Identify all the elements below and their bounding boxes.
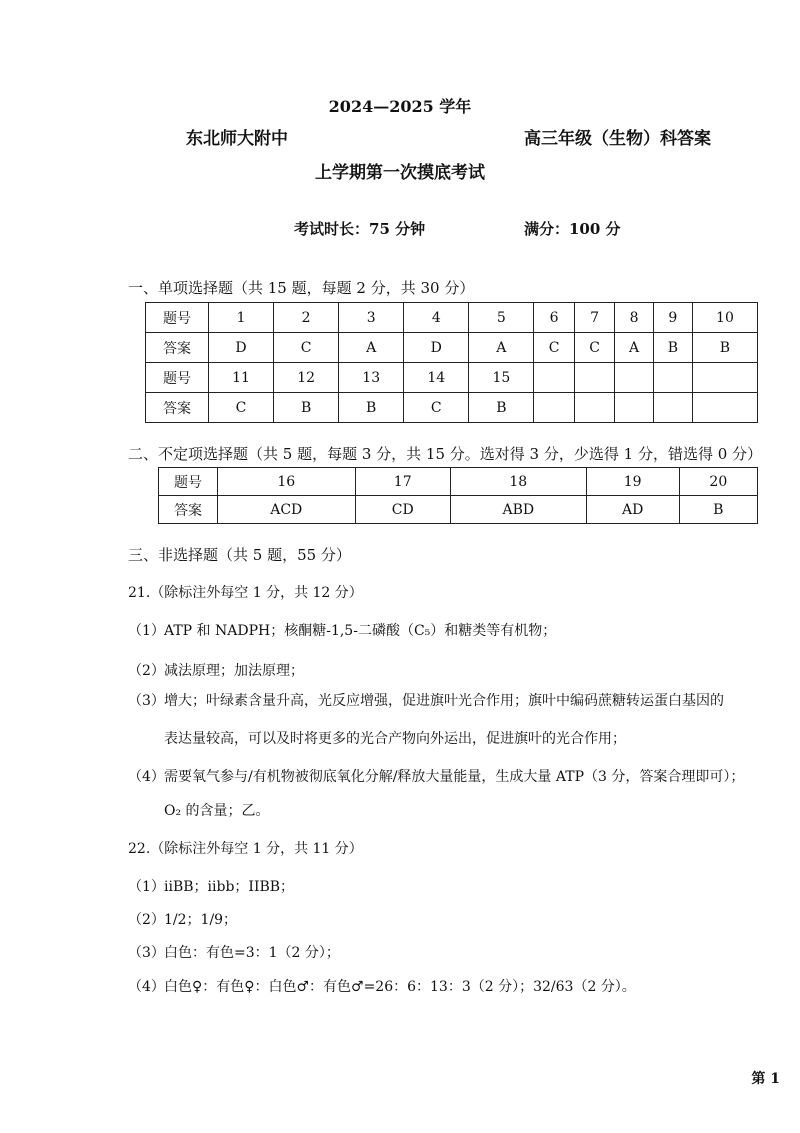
table-row xyxy=(159,468,758,496)
row-label-answer: 答案 xyxy=(159,496,218,524)
list-item xyxy=(128,660,304,680)
question-number-cell: 2 xyxy=(274,303,339,333)
answer-cell: ACD xyxy=(218,496,356,524)
answer-cell: B xyxy=(274,393,339,423)
multi-choice-answer-table xyxy=(158,467,758,524)
answer-cell xyxy=(615,393,653,423)
table-row xyxy=(146,303,758,333)
item-number: （4） xyxy=(128,979,165,995)
question-number-cell: 3 xyxy=(339,303,404,333)
question-number-cell: 15 xyxy=(469,363,534,393)
answer-cell: A xyxy=(339,333,404,363)
question-number-cell: 12 xyxy=(274,363,339,393)
question-number-cell: 16 xyxy=(218,468,356,496)
table-row xyxy=(146,393,758,423)
answer-cell: B xyxy=(692,333,757,363)
item-number: （4） xyxy=(128,769,165,785)
row-label-question: 题号 xyxy=(159,468,218,496)
question-number-cell: 10 xyxy=(692,303,757,333)
question-number-cell xyxy=(615,363,653,393)
item-text: ATP 和 NADPH；核酮糖-1,5-二磷酸（C₅）和糖类等有机物； xyxy=(164,623,557,639)
question-number-cell: 4 xyxy=(404,303,469,333)
question-number-cell xyxy=(653,363,692,393)
answer-cell xyxy=(534,393,575,423)
question-number-cell: 1 xyxy=(209,303,274,333)
answer-cell: C xyxy=(209,393,274,423)
item-text: 1/2；1/9； xyxy=(164,912,238,928)
exam-name: 上学期第一次摸底考试 xyxy=(315,163,485,183)
table-row xyxy=(146,333,758,363)
item-text: 白色♀：有色♀：白色♂：有色♂=26：6：13：3（2 分）；32/63（2 分）。 xyxy=(164,979,636,995)
question-number-cell: 13 xyxy=(339,363,404,393)
item-number: （1） xyxy=(128,623,165,639)
question-number-cell: 9 xyxy=(653,303,692,333)
list-item xyxy=(128,976,636,996)
row-label-question: 题号 xyxy=(146,363,209,393)
question-number-cell: 14 xyxy=(404,363,469,393)
answer-cell: B xyxy=(339,393,404,423)
item-number: （3） xyxy=(128,945,165,961)
answer-cell: C xyxy=(274,333,339,363)
list-item xyxy=(128,766,744,786)
section3-title: 三、非选择题（共 5 题，55 分） xyxy=(128,546,351,564)
item-text: 减法原理；加法原理； xyxy=(164,663,304,679)
item-text: 需要氧气参与/有机物被彻底氧化分解/释放大量能量，生成大量 ATP（3 分，答案合理即可）； xyxy=(164,769,745,785)
question-number-cell: 6 xyxy=(534,303,575,333)
table-row xyxy=(159,496,758,524)
year-title: 2024—2025 学年 xyxy=(328,97,472,116)
list-item xyxy=(128,876,294,896)
full-mark: 满分：100 分 xyxy=(524,220,621,238)
list-item xyxy=(128,942,340,962)
question-number-cell: 19 xyxy=(586,468,679,496)
answer-cell xyxy=(692,393,757,423)
list-item xyxy=(128,620,556,640)
item-number: （2） xyxy=(128,663,165,679)
question-number-cell: 8 xyxy=(615,303,653,333)
item-number: （2） xyxy=(128,912,165,928)
subject-title: 高三年级（生物）科答案 xyxy=(524,129,711,149)
item-continuation: O₂ 的含量；乙。 xyxy=(164,803,270,819)
table-row xyxy=(146,363,758,393)
answer-cell xyxy=(653,393,692,423)
question-number-cell: 20 xyxy=(679,468,757,496)
answer-cell: B xyxy=(653,333,692,363)
row-label-answer: 答案 xyxy=(146,333,209,363)
answer-cell: D xyxy=(404,333,469,363)
list-item xyxy=(128,690,724,710)
answer-cell: ABD xyxy=(450,496,586,524)
item-continuation: 表达量较高，可以及时将更多的光合产物向外运出，促进旗叶的光合作用； xyxy=(164,731,626,747)
item-text: 白色：有色=3：1（2 分）； xyxy=(164,945,340,961)
item-text: 增大；叶绿素含量升高，光反应增强，促进旗叶光合作用；旗叶中编码蔗糖转运蛋白基因的 xyxy=(164,693,724,709)
question-21-title: 21.（除标注外每空 1 分，共 12 分） xyxy=(128,585,363,601)
school-name: 东北师大附中 xyxy=(186,129,288,149)
question-number-cell: 17 xyxy=(355,468,450,496)
item-text: iiBB；iibb；IIBB； xyxy=(164,879,295,895)
answer-cell: C xyxy=(534,333,575,363)
item-number: （1） xyxy=(128,879,165,895)
question-number-cell: 7 xyxy=(574,303,615,333)
page-number: 第 1 xyxy=(751,1071,780,1087)
list-item xyxy=(128,909,237,929)
answer-cell: CD xyxy=(355,496,450,524)
answer-cell: C xyxy=(574,333,615,363)
row-label-question: 题号 xyxy=(146,303,209,333)
single-choice-answer-table xyxy=(145,302,758,423)
question-number-cell xyxy=(534,363,575,393)
section1-title: 一、单项选择题（共 15 题，每题 2 分，共 30 分） xyxy=(128,279,475,297)
question-number-cell xyxy=(692,363,757,393)
question-number-cell: 11 xyxy=(209,363,274,393)
item-number: （3） xyxy=(128,693,165,709)
row-label-answer: 答案 xyxy=(146,393,209,423)
answer-cell: AD xyxy=(586,496,679,524)
question-22-title: 22.（除标注外每空 1 分，共 11 分） xyxy=(128,841,363,857)
question-number-cell xyxy=(574,363,615,393)
exam-duration: 考试时长：75 分钟 xyxy=(294,220,426,238)
section2-title: 二、不定项选择题（共 5 题，每题 3 分，共 15 分。选对得 3 分，少选得 1 分，错选得 0 分） xyxy=(128,445,763,463)
answer-cell: A xyxy=(469,333,534,363)
answer-cell xyxy=(574,393,615,423)
question-number-cell: 5 xyxy=(469,303,534,333)
answer-cell: B xyxy=(679,496,757,524)
answer-cell: D xyxy=(209,333,274,363)
answer-cell: B xyxy=(469,393,534,423)
answer-cell: C xyxy=(404,393,469,423)
answer-cell: A xyxy=(615,333,653,363)
question-number-cell: 18 xyxy=(450,468,586,496)
